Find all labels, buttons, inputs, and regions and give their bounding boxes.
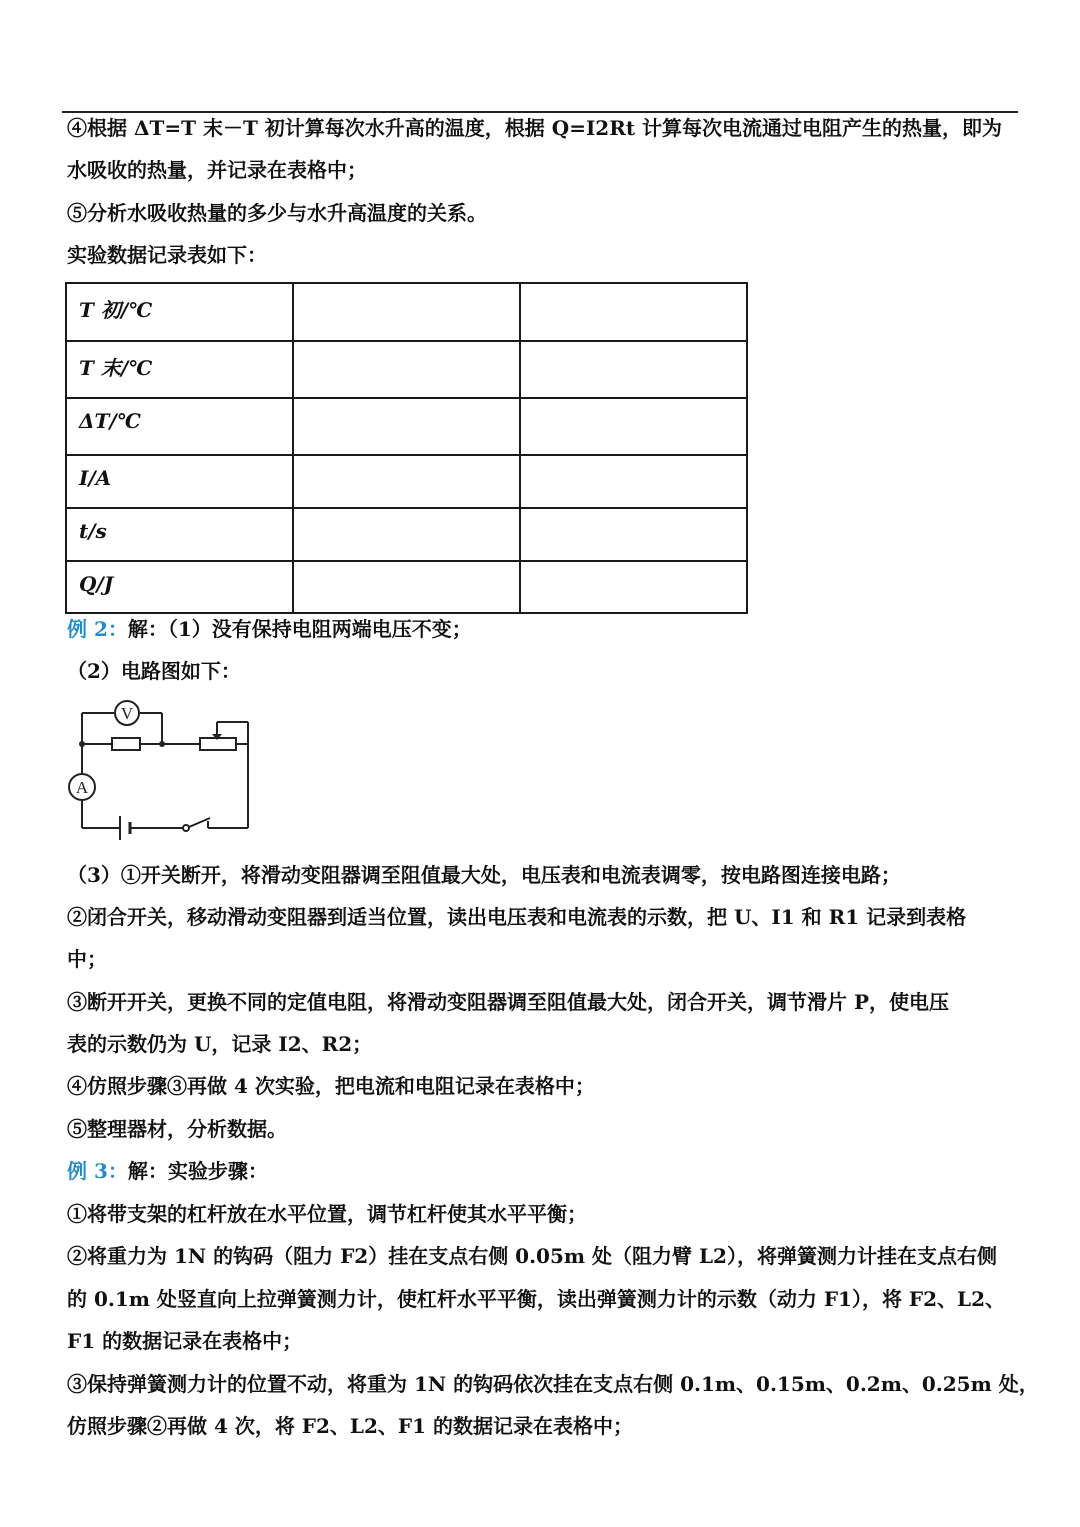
junction-dot: [159, 741, 165, 747]
ammeter-label: A: [75, 778, 89, 797]
step-4-text: ④根据 ΔT=T 末－T 初计算每次水升高的温度，根据 Q=I2Rt 计算每次电流通过电阻产生的热量，即为: [67, 116, 1003, 140]
step-3-5-text: ⑤整理器材，分析数据。: [67, 1117, 287, 1141]
empty-cell: [520, 398, 747, 455]
table-row: [66, 455, 747, 508]
lever-step-3: ③保持弹簧测力计的位置不动，将重为 1N 的钩码依次挂在支点右侧 0.1m、0.15m、0.2m、0.25m 处，: [67, 1372, 1039, 1396]
table-row: [66, 341, 747, 398]
table-intro: 实验数据记录表如下：: [67, 243, 267, 267]
step-5-text: ⑤分析水吸收热量的多少与水升高温度的关系。: [67, 201, 487, 225]
switch-blade: [189, 818, 210, 827]
table-row: [66, 508, 747, 561]
step-3-2-text-cont: 中；: [67, 947, 107, 971]
voltmeter-label: V: [120, 704, 134, 723]
switch-pivot: [183, 825, 189, 831]
step-3-3-text-cont: 表的示数仍为 U，记录 I2、R2；: [67, 1032, 373, 1056]
circuit-diagram: [62, 700, 262, 840]
empty-cell: [520, 508, 747, 561]
empty-cell: [520, 341, 747, 398]
empty-cell: [293, 561, 520, 613]
example-3-line: [67, 1156, 1018, 1186]
example-2-text: 解：（1）没有保持电阻两端电压不变；: [127, 617, 472, 641]
example-2-label: 例 2：: [67, 617, 128, 641]
example-3-label: 例 3：: [67, 1159, 128, 1183]
row-label: I/A: [66, 455, 293, 508]
junction-dot: [79, 741, 85, 747]
empty-cell: [293, 508, 520, 561]
rheostat: [200, 738, 236, 750]
data-record-table: [65, 282, 748, 614]
circuit-intro: （2）电路图如下：: [67, 659, 241, 683]
lever-step-2-cont: 的 0.1m 处竖直向上拉弹簧测力计，使杠杆水平平衡，读出弹簧测力计的示数（动力 F1），将 F2、L2、: [67, 1287, 1006, 1311]
step-3-4-text: ④仿照步骤③再做 4 次实验，把电流和电阻记录在表格中；: [67, 1074, 595, 1098]
empty-cell: [520, 283, 747, 341]
empty-cell: [293, 341, 520, 398]
example-2-line: [67, 614, 1018, 644]
empty-cell: [293, 398, 520, 455]
example-3-text: 解：实验步骤：: [127, 1159, 268, 1183]
row-label: ΔT/℃: [66, 398, 293, 455]
row-label: T 末/℃: [66, 341, 293, 398]
empty-cell: [293, 283, 520, 341]
lever-step-2: ②将重力为 1N 的钩码（阻力 F2）挂在支点右侧 0.05m 处（阻力臂 L2），将弹簧测力计挂在支点右侧: [67, 1244, 997, 1268]
step-4-text-cont: 水吸收的热量，并记录在表格中；: [67, 158, 367, 182]
empty-cell: [520, 561, 747, 613]
lever-step-3-cont: 仿照步骤②再做 4 次，将 F2、L2、F1 的数据记录在表格中；: [67, 1414, 633, 1438]
table-row: [66, 283, 747, 341]
lever-step-2-cont2: F1 的数据记录在表格中；: [67, 1329, 303, 1353]
step-3-1-text: （3）①开关断开，将滑动变阻器调至阻值最大处，电压表和电流表调零，按电路图连接电路；: [67, 863, 901, 887]
table-row: [66, 398, 747, 455]
step-3-3-text: ③断开开关，更换不同的定值电阻，将滑动变阻器调至阻值最大处，闭合开关，调节滑片 P，使电压: [67, 990, 950, 1014]
fixed-resistor: [112, 738, 140, 750]
row-label: T 初/℃: [66, 283, 293, 341]
empty-cell: [293, 455, 520, 508]
table-row: [66, 561, 747, 613]
lever-step-1: ①将带支架的杠杆放在水平位置，调节杠杆使其水平平衡；: [67, 1202, 587, 1226]
row-label: Q/J: [66, 561, 293, 613]
row-label: t/s: [66, 508, 293, 561]
step-3-2-text: ②闭合开关，移动滑动变阻器到适当位置，读出电压表和电流表的示数，把 U、I1 和 R1 记录到表格: [67, 905, 967, 929]
empty-cell: [520, 455, 747, 508]
